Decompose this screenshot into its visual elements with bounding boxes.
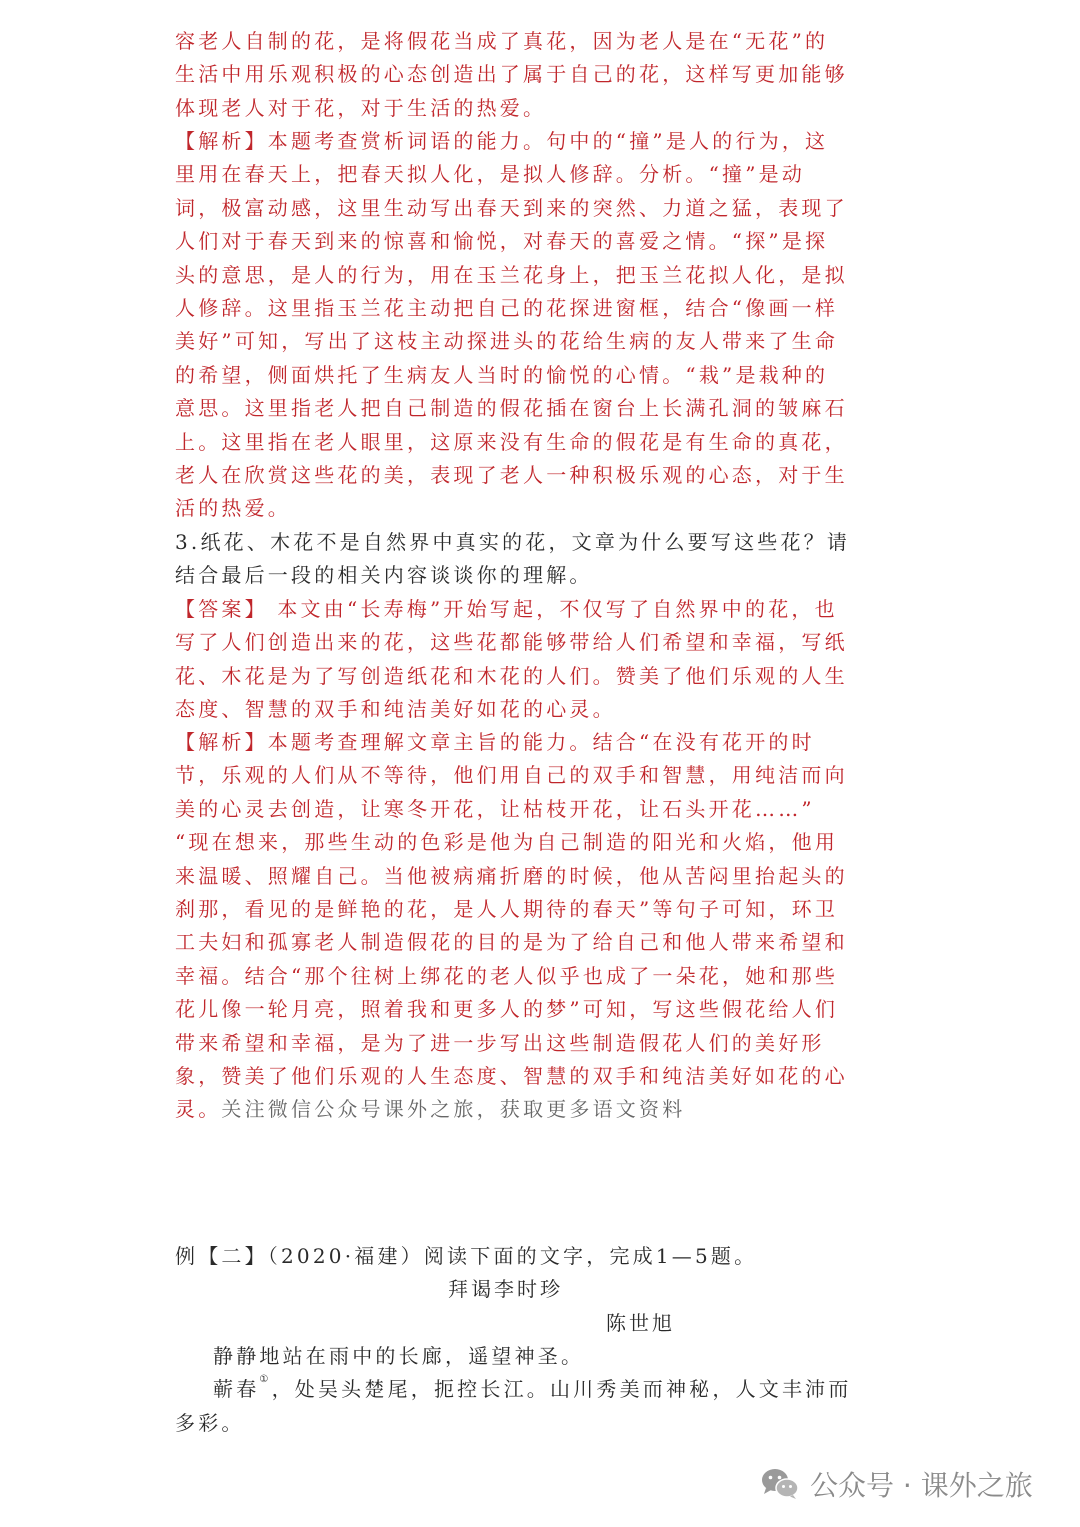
analysis-section-1: [175, 125, 895, 526]
text-line: 来温暖、照耀自己。当他被病痛折磨的时候，他从苦闷里抬起头的: [175, 863, 848, 888]
answer-section-3: [175, 593, 895, 727]
promo-note: 关注微信公众号课外之旅，获取更多语文资料: [221, 1097, 686, 1122]
text-line: 态度、智慧的双手和纯洁美好如花的心灵。: [175, 697, 616, 722]
text-line: 工夫妇和孤寡老人制造假花的目的是为了给自己和他人带来希望和: [175, 930, 848, 955]
text-line: 老人在欣赏这些花的美，表现了老人一种积极乐观的心态，对于生: [175, 462, 848, 487]
question-3: [175, 526, 895, 593]
watermark-text: 公众号 · 课外之旅: [810, 1469, 1033, 1502]
text-line-last: [175, 1093, 895, 1126]
text-line: 人们对于春天到来的惊喜和愉悦，对春天的喜爱之情。“探”是探: [175, 229, 829, 254]
paragraph-line: [175, 1373, 895, 1406]
text-line: 美的心灵去创造，让寒冬开花，让枯枝开花，让石头开花……”: [175, 796, 815, 821]
place-name: 蕲春: [213, 1377, 260, 1402]
text-line: 写了人们创造出来的花，这些花都能够带给人们希望和幸福，写纸: [175, 630, 848, 655]
text-line: 【解析】本题考查理解文章主旨的能力。结合“在没有花开的时: [175, 730, 815, 754]
paragraph-text: ，处吴头楚尾，扼控长江。山川秀美而神秘，人文丰沛而: [271, 1377, 852, 1402]
text-line: 容老人自制的花，是将假花当成了真花，因为老人是在“无花”的: [175, 29, 829, 53]
paragraph-line: 静静地站在雨中的长廊，遥望神圣。: [213, 1344, 585, 1368]
wechat-icon: [760, 1467, 800, 1501]
text-line: 刹那，看见的是鲜艳的花，是人人期待的春天”等句子可知，环卫: [175, 896, 839, 921]
paragraph-line: 多彩。: [175, 1410, 245, 1435]
example-2-heading: [175, 1240, 895, 1273]
text-end: 灵。: [175, 1097, 222, 1122]
text-line: 美好”可知，写出了这枝主动探进头的花给生病的友人带来了生命: [175, 329, 839, 354]
text-line: 头的意思，是人的行为，用在玉兰花身上，把玉兰花拟人化，是拟: [175, 262, 848, 287]
text-line: 【答案】 本文由“长寿梅”开始写起，不仅写了自然界中的花，也: [175, 597, 838, 621]
answer-continuation: [175, 25, 895, 125]
footnote-marker: ①: [259, 1374, 272, 1386]
text-line: 【解析】本题考查赏析词语的能力。句中的“撞”是人的行为，这: [175, 129, 829, 153]
text-line: 象，赞美了他们乐观的人生态度、智慧的双手和纯洁美好如花的心: [175, 1063, 848, 1088]
text-line: 体现老人对于花，对于生活的热爱。: [175, 95, 547, 120]
text-line: 花儿像一轮月亮，照着我和更多人的梦”可知，写这些假花给人们: [175, 997, 839, 1022]
question-line: 3.纸花、木花不是自然界中真实的花，文章为什么要写这些花？请: [175, 530, 851, 554]
analysis-section-3: [175, 726, 895, 1127]
text-line: 人修辞。这里指玉兰花主动把自己的花探进窗框，结合“像画一样: [175, 295, 839, 320]
text-line: 花、木花是为了写创造纸花和木花的人们。赞美了他们乐观的人生: [175, 663, 848, 688]
article-title: 拜谒李时珍: [448, 1277, 563, 1301]
question-line: 结合最后一段的相关内容谈谈你的理解。: [175, 563, 593, 588]
article-body: [175, 1340, 895, 1440]
text-line: 里用在春天上，把春天拟人化，是拟人修辞。分析。“撞”是动: [175, 162, 806, 187]
text-line: 幸福。结合“那个往树上绑花的老人似乎也成了一朵花，她和那些: [175, 963, 839, 988]
example-heading: 例【二】（2020·福建）阅读下面的文字，完成1—5题。: [175, 1244, 758, 1268]
article-author: 陈世旭: [606, 1311, 675, 1335]
text-line: 词，极富动感，这里生动写出春天到来的突然、力道之猛，表现了: [175, 195, 848, 220]
text-line: 带来希望和幸福，是为了进一步写出这些制造假花人们的美好形: [175, 1030, 825, 1055]
text-line: 节，乐观的人们从不等待，他们用自己的双手和智慧，用纯洁而向: [175, 763, 848, 788]
text-line: 活的热爱。: [175, 496, 291, 521]
text-line: 生活中用乐观积极的心态创造出了属于自己的花，这样写更加能够: [175, 62, 848, 87]
text-line: 上。这里指在老人眼里，这原来没有生命的假花是有生命的真花，: [175, 429, 848, 454]
text-line: 的希望，侧面烘托了生病友人当时的愉悦的心情。“栽”是栽种的: [175, 362, 829, 387]
text-line: “现在想来，那些生动的色彩是他为自己制造的阳光和火焰，他用: [175, 830, 839, 855]
wechat-watermark: [760, 1462, 1033, 1506]
text-line: 意思。这里指老人把自己制造的假花插在窗台上长满孔洞的皱麻石: [175, 396, 848, 421]
